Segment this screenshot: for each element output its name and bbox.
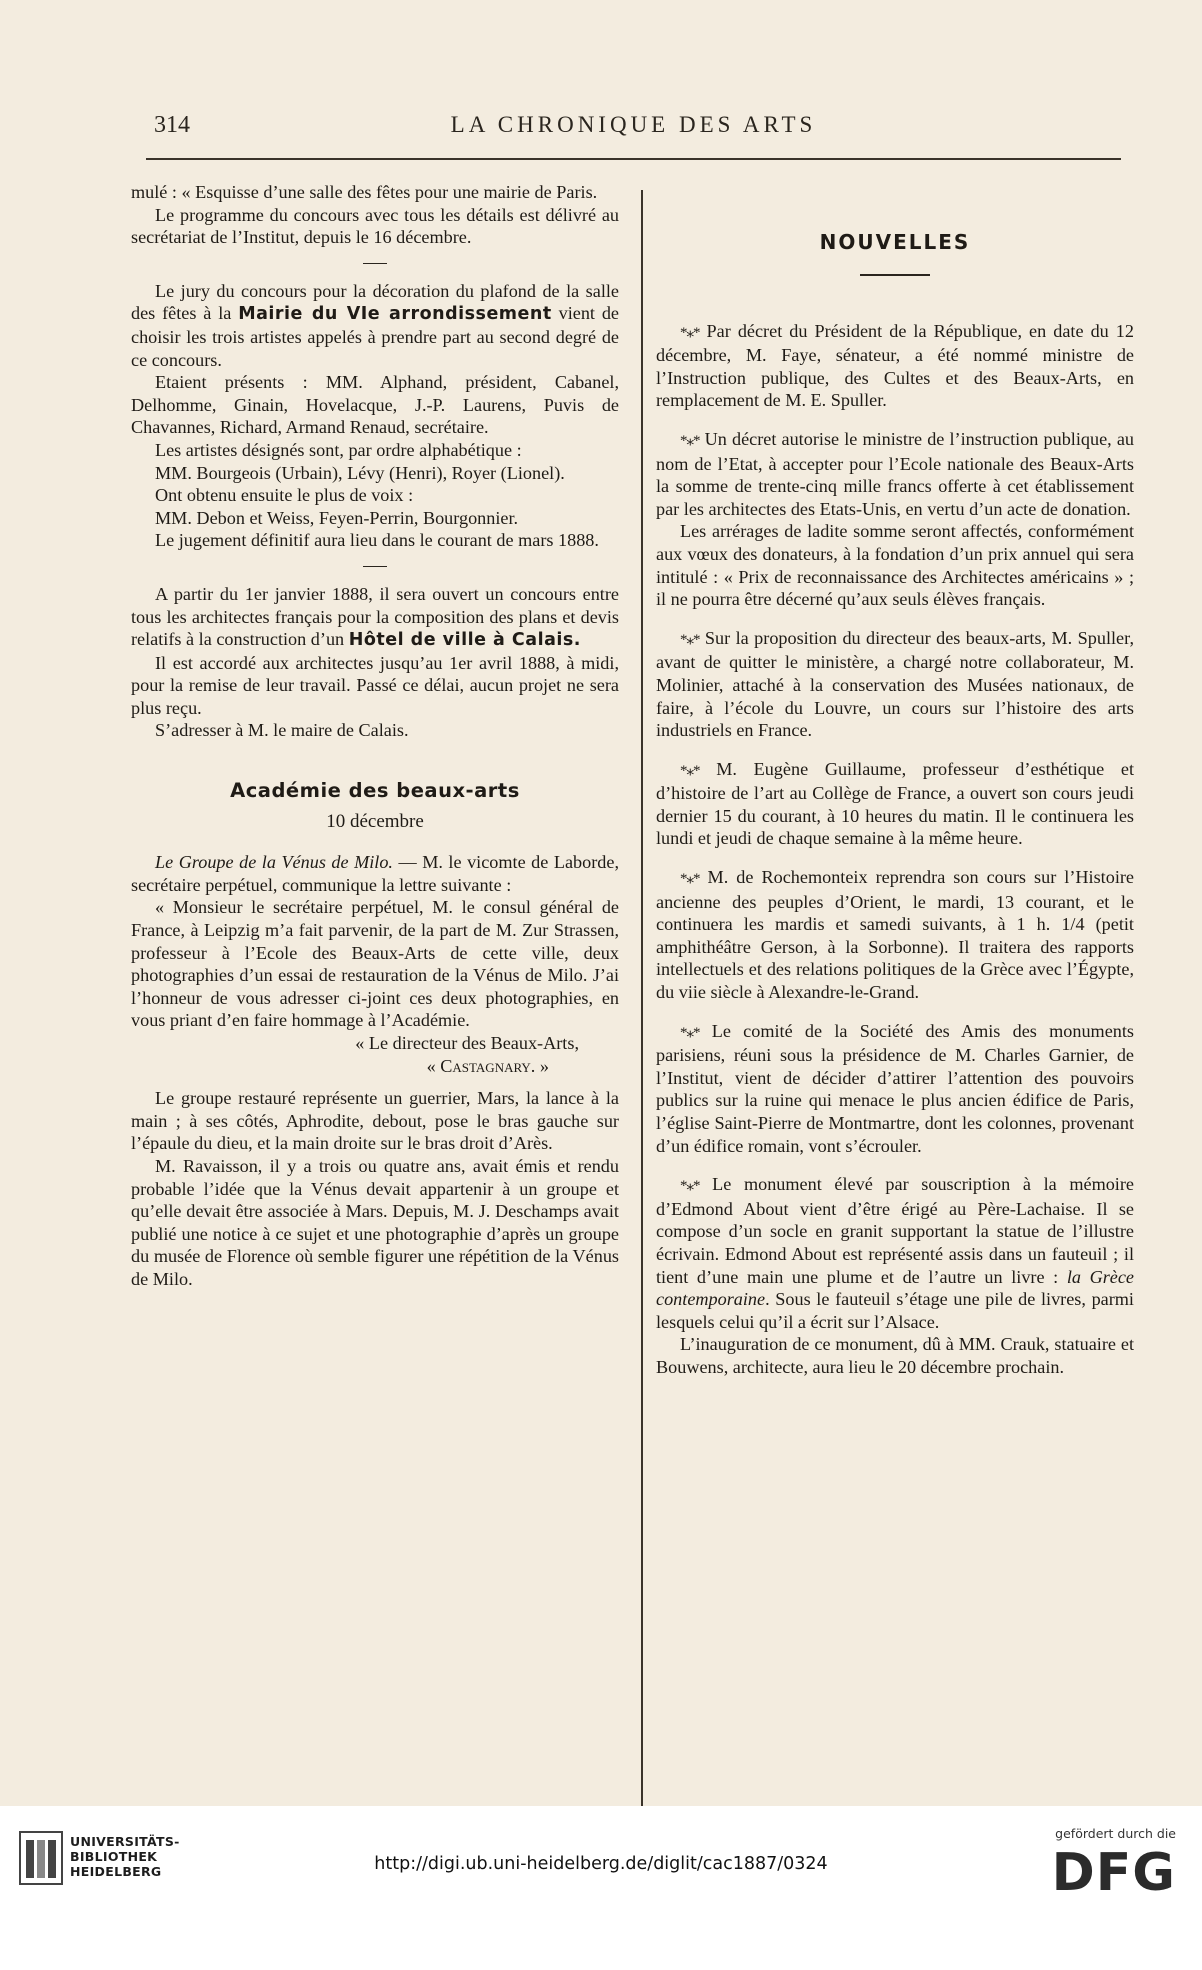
asterism-icon: *⁎* bbox=[680, 1178, 700, 1195]
asterism-icon: *⁎* bbox=[680, 871, 700, 888]
paragraph: MM. Bourgeois (Urbain), Lévy (Henri), Royer (Lionel). bbox=[155, 462, 565, 483]
dfg-wordmark: DFG bbox=[1051, 1843, 1176, 1903]
page-header bbox=[146, 112, 1121, 148]
library-name: UNIVERSITÄTS- BIBLIOTHEK HEIDELBERG bbox=[70, 1834, 180, 1879]
letter-body: « Monsieur le secrétaire perpétuel, M. le consul général de France, à Leipzig m’a fait parvenir, de la part de M. Zur Strassen, professeur à l’Ecole des Beaux-Arts de cette ville, deux photographies d’un essai de restauration de la Vénus de Milo. J’ai l’honneur de vous adresser ci-joint ces deux photographies, en vous priant d’en faire hommage à l’Académie. bbox=[131, 897, 619, 1031]
paragraph: Le programme du concours avec tous les détails est délivré au secrétariat de l’Institut, depuis le 16 décembre. bbox=[131, 204, 619, 248]
paragraph: Le jugement définitif aura lieu dans le courant de mars 1888. bbox=[155, 530, 599, 551]
permalink-url[interactable]: http://digi.ub.uni-heidelberg.de/diglit/cac1887/0324 bbox=[374, 1854, 828, 1874]
asterism-icon: *⁎* bbox=[680, 631, 700, 648]
footer-bar bbox=[0, 1806, 1202, 1970]
paragraph: A partir du 1er janvier 1888, il sera ouvert un concours entre tous les architectes français pour la composition des plans et devis relatifs à la construction d’un Hôtel de ville à Calais. bbox=[131, 583, 619, 651]
paragraph: S’adresser à M. le maire de Calais. bbox=[155, 720, 409, 741]
section-dash bbox=[363, 263, 387, 264]
nouvelles-heading: NOUVELLES bbox=[819, 230, 971, 254]
letter-signature-name: « Castagnary. » bbox=[426, 1055, 549, 1076]
academie-date: 10 décembre bbox=[326, 810, 424, 832]
news-item: *⁎* Le monument élevé par souscription à la mémoire d’Edmond About vient d’être érigé au Père-Lachaise. Il se compose d’un socle en granit supportant la statue de l’illustre écrivain. Edmond About est représenté assis dans un fauteuil ; il tient d’une main une plume et de l’autre un livre : la Grèce contemporaine. Sous le fauteuil s’étage une pile de livres, parmi lesquels celui qu’il a écrit sur l’Alsace. bbox=[656, 1174, 1134, 1332]
heading-rule bbox=[860, 274, 930, 276]
academie-heading: Académie des beaux-arts bbox=[230, 779, 520, 803]
news-item: *⁎* M. de Rochemonteix reprendra son cours sur l’Histoire ancienne des peuples d’Orient, le mardi, 13 courant, et le continuera les mardis et samedi suivants, à 1 h. 1/4 (petit amphithéâtre Gerson, à la Sorbonne). Il traitera des rapports intellectuels et des relations politiques de la Grèce avec l’Égypte, du viie siècle à Alexandre-le-Grand. bbox=[656, 867, 1134, 1003]
asterism-icon: *⁎* bbox=[680, 762, 700, 779]
section-dash bbox=[363, 566, 387, 567]
asterism-icon: *⁎* bbox=[680, 1024, 700, 1041]
asterism-icon: *⁎* bbox=[680, 432, 700, 449]
right-column bbox=[656, 181, 1134, 1395]
funding-caption: gefördert durch die bbox=[1055, 1826, 1176, 1841]
column-divider bbox=[641, 190, 643, 1806]
news-item: *⁎* M. Eugène Guillaume, professeur d’esthétique et d’histoire de l’art au Collège de France, a ouvert son cours jeudi dernier 15 du courant, à 10 heures du matin. Il le continuera les lundi et jeudi de chaque semaine à la même heure. bbox=[656, 758, 1134, 849]
running-title: LA CHRONIQUE DES ARTS bbox=[450, 112, 817, 137]
letter-signature-line: « Le directeur des Beaux-Arts, bbox=[355, 1033, 579, 1053]
news-item: *⁎* Le comité de la Société des Amis des monuments parisiens, réuni sous la présidence de M. Charles Garnier, de l’Institut, vient de décider d’attirer l’attention des pouvoirs publics sur la ruine qui menace le plus ancien édifice de Paris, l’église Saint-Pierre de Montmartre, dont les colonnes, provenant d’un édifice romain, vont s’écrouler. bbox=[656, 1020, 1134, 1156]
news-item-continued: L’inauguration de ce monument, dû à MM. Crauk, statuaire et Bouwens, architecte, aura lieu le 20 décembre prochain. bbox=[656, 1334, 1134, 1377]
page-number: 314 bbox=[154, 112, 190, 138]
paragraph: Le jury du concours pour la décoration du plafond de la salle des fêtes à la Mairie du VIe arrondissement vient de choisir les trois artistes appelés à prendre part au second degré de ce concours. bbox=[131, 280, 619, 370]
news-item: *⁎* Sur la proposition du directeur des beaux-arts, M. Spuller, avant de quitter le ministère, a chargé notre collaborateur, M. Molinier, attaché à la conservation des Musées nationaux, de faire, à l’école du Louvre, un cours sur l’histoire des arts industriels en France. bbox=[656, 627, 1134, 741]
paragraph: Le Groupe de la Vénus de Milo. — M. le vicomte de Laborde, secrétaire perpétuel, communique la lettre suivante : bbox=[131, 852, 619, 895]
dfg-logo[interactable] bbox=[996, 1826, 1176, 1936]
news-item-continued: Les arrérages de ladite somme seront affectés, conformément aux vœux des donateurs, à la fondation d’un prix annuel qui sera intitulé : « Prix de reconnaissance des Architectes américains » ; il ne pourra être décerné qu’aux seuls élèves français. bbox=[656, 521, 1134, 610]
paragraph: Il est accordé aux architectes jusqu’au 1er avril 1888, à midi, pour la remise de leur travail. Passé ce délai, aucun projet ne sera plus reçu. bbox=[131, 652, 619, 718]
news-item: *⁎* Un décret autorise le ministre de l’instruction publique, au nom de l’Etat, à accepter pour l’Ecole nationale des Beaux-Arts la somme de trente-cinq mille francs offerte à cet établissement par les architectes des Etats-Unis, en vertu d’un acte de donation. bbox=[656, 428, 1134, 519]
paragraph: Les artistes désignés sont, par ordre alphabétique : bbox=[155, 439, 522, 460]
asterism-icon: *⁎* bbox=[680, 324, 700, 341]
paragraph: MM. Debon et Weiss, Feyen-Perrin, Bourgonnier. bbox=[155, 507, 519, 528]
paragraph: Etaient présents : MM. Alphand, président, Cabanel, Delhomme, Ginain, Hovelacque, J.-P. Laurens, Puvis de Chavannes, Richard, Armand Renaud, secrétaire. bbox=[131, 372, 619, 438]
paragraph: M. Ravaisson, il y a trois ou quatre ans, avait émis et rendu probable l’idée que la Vénus devait appartenir à un groupe et qu’elle devait être associée à Mars. Depuis, M. J. Deschamps avait publié une notice à ce sujet et une photographie d’après un groupe du musée de Florence où semble figurer une répétition de la Vénus de Milo. bbox=[131, 1155, 619, 1289]
left-column bbox=[131, 181, 619, 1291]
news-item: *⁎* Par décret du Président de la République, en date du 12 décembre, M. Faye, sénateur, a été nommé ministre de l’Instruction publique, des Cultes et des Beaux-Arts, en remplacement de M. E. Spuller. bbox=[656, 320, 1134, 411]
header-rule bbox=[146, 158, 1121, 160]
paragraph: Ont obtenu ensuite le plus de voix : bbox=[155, 485, 414, 506]
paragraph: Le groupe restauré représente un guerrier, Mars, la lance à la main ; à ses côtés, Aphrodite, debout, pose le bras gauche sur l’épaule du dieu, et la main droite sur le bras droit d’Arès. bbox=[131, 1088, 619, 1154]
paragraph: mulé : « Esquisse d’une salle des fêtes pour une mairie de Paris. bbox=[131, 182, 598, 202]
